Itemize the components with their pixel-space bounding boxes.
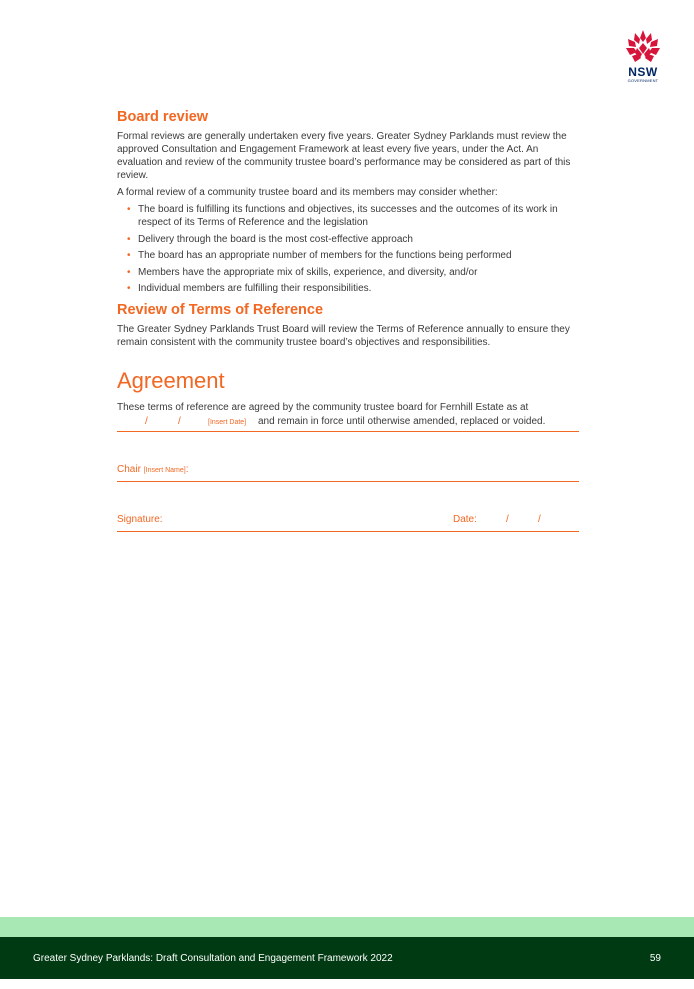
footer bbox=[0, 937, 694, 979]
waratah-icon bbox=[622, 28, 664, 66]
board-review-para-1: Formal reviews are generally undertaken every five years. Greater Sydney Parklands must review the approved Consultation and Engagement Framework at least every five years, under the Act. An evaluation and review of the community trustee board’s performance may be considered as part of this review. bbox=[117, 131, 571, 181]
bullet-icon: • bbox=[127, 250, 131, 261]
date-separator: / bbox=[145, 416, 148, 427]
agreement-date-field[interactable] bbox=[117, 415, 579, 432]
board-review-list bbox=[117, 203, 579, 295]
board-review-para-2: A formal review of a community trustee board and its members may consider whether: bbox=[117, 187, 498, 198]
agreement-heading: Agreement bbox=[117, 368, 225, 393]
page-content bbox=[117, 108, 579, 532]
logo-wordmark: NSW bbox=[628, 65, 658, 79]
chair-label: Chair bbox=[117, 464, 141, 475]
nsw-government-logo bbox=[622, 28, 664, 84]
insert-date-placeholder: [Insert Date] bbox=[208, 419, 247, 426]
list-item: • Individual members are fulfilling their responsibilities. bbox=[127, 283, 372, 294]
agreement-terms-text: and remain in force until otherwise amended, replaced or voided. bbox=[258, 416, 546, 427]
footer-accent-band bbox=[0, 917, 694, 937]
date-separator: / bbox=[178, 416, 181, 427]
board-review-heading: Board review bbox=[117, 109, 209, 125]
terms-review-heading: Review of Terms of Reference bbox=[117, 302, 324, 318]
date-separator: / bbox=[506, 514, 509, 525]
date-label: Date: bbox=[453, 514, 477, 525]
bullet-icon: • bbox=[127, 204, 131, 215]
bullet-icon: • bbox=[127, 266, 131, 278]
date-separator: / bbox=[538, 514, 541, 525]
terms-review-para: The Greater Sydney Parklands Trust Board will review the Terms of Reference annually to ensure they remain consistent with the community trustee board’s objectives and responsibilities. bbox=[117, 324, 570, 348]
page-number: 59 bbox=[649, 953, 661, 964]
insert-name-placeholder: [Insert Name] bbox=[143, 467, 186, 474]
chair-name-field[interactable] bbox=[117, 464, 579, 482]
bullet-icon: • bbox=[127, 233, 131, 245]
signature-label: Signature: bbox=[117, 514, 163, 525]
list-item: • The board is fulfilling its functions and objectives, its successes and the outcomes of its work in respect of its Terms of Reference and the legislation bbox=[127, 204, 558, 228]
chair-colon: : bbox=[185, 464, 189, 475]
signature-field[interactable] bbox=[117, 514, 579, 532]
bullet-icon: • bbox=[127, 283, 131, 294]
list-item: • Members have the appropriate mix of skills, experience, and diversity, and/or bbox=[127, 266, 478, 278]
footer-title: Greater Sydney Parklands: Draft Consultation and Engagement Framework 2022 bbox=[33, 953, 393, 964]
agreement-intro: These terms of reference are agreed by the community trustee board for Fernhill Estate as at bbox=[117, 402, 529, 413]
list-item: • Delivery through the board is the most cost-effective approach bbox=[127, 233, 413, 245]
logo-subtext: GOVERNMENT bbox=[627, 78, 659, 83]
list-item: • The board has an appropriate number of members for the functions being performed bbox=[127, 250, 512, 261]
